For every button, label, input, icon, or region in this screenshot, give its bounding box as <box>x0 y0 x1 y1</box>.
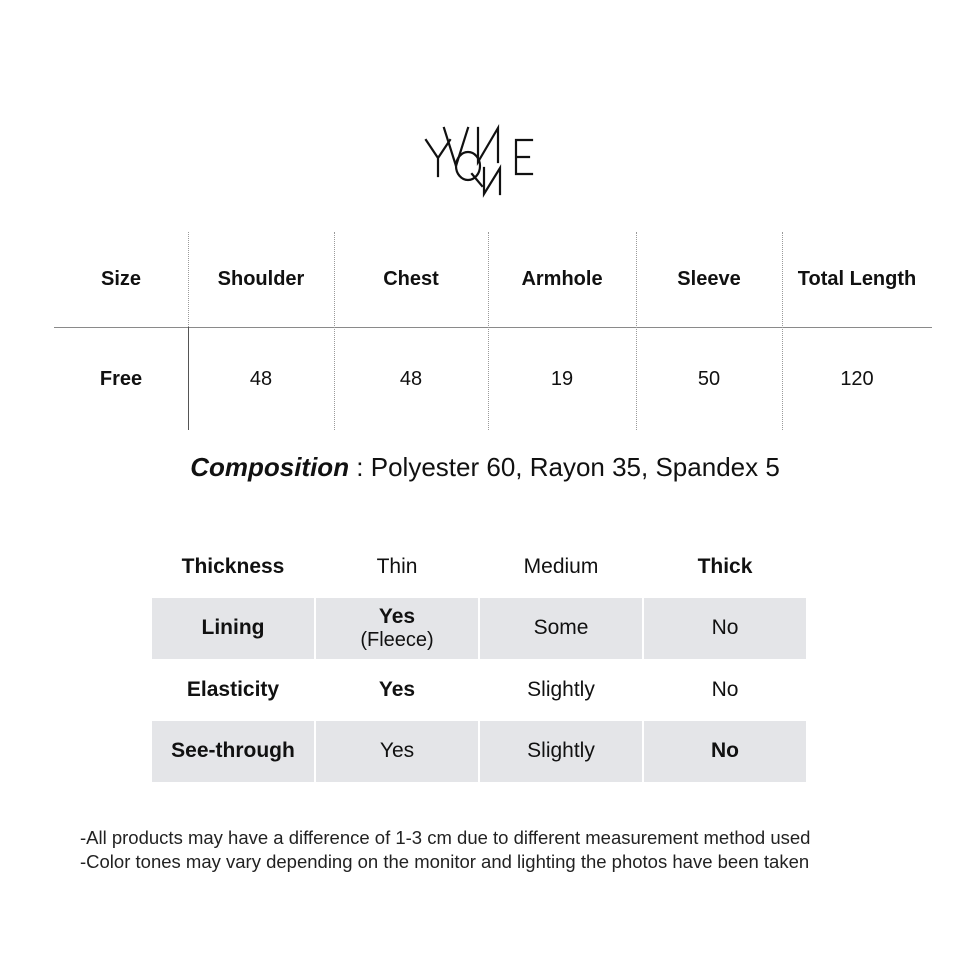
cell-chest: 48 <box>399 368 423 390</box>
composition-value: Polyester 60, Rayon 35, Spandex 5 <box>370 452 780 482</box>
fabric-option: Slightly <box>527 677 595 701</box>
size-table-divider <box>54 327 932 328</box>
fabric-option: No <box>711 677 739 701</box>
fabric-option-selected: No <box>644 721 806 783</box>
fabric-row-elasticity <box>152 659 806 721</box>
fabric-option-note: (Fleece) <box>360 628 434 651</box>
fabric-option-selected: Thick <box>697 554 753 578</box>
fabric-option: Slightly <box>480 721 642 783</box>
note-line: -Color tones may vary depending on the monitor and lighting the photos have been taken <box>80 851 810 872</box>
brand-logo-mark <box>420 118 540 198</box>
column-divider <box>782 232 783 430</box>
fabric-option: Yes <box>316 721 478 783</box>
cell-armhole: 19 <box>550 368 574 390</box>
fabric-option: No <box>644 598 806 660</box>
column-divider <box>636 232 637 430</box>
size-table <box>54 232 932 430</box>
disclaimer-notes <box>80 826 810 874</box>
fabric-properties-table <box>152 536 806 782</box>
fabric-option-text: Yes <box>378 604 416 628</box>
cell-size: Free <box>99 368 143 390</box>
header-sleeve: Sleeve <box>677 268 741 290</box>
fabric-option-selected <box>316 598 478 660</box>
fabric-row-see-through <box>152 721 806 783</box>
column-divider <box>488 232 489 430</box>
composition-separator: : <box>349 452 371 482</box>
column-divider <box>188 327 189 430</box>
composition-label: Composition <box>190 452 350 482</box>
fabric-option: Medium <box>523 554 599 578</box>
fabric-option: Some <box>480 598 642 660</box>
column-divider <box>188 232 189 327</box>
fabric-row-thickness <box>152 536 806 598</box>
header-total-length: Total Length <box>797 268 917 290</box>
brand-logo <box>420 118 540 198</box>
size-table-row <box>54 332 932 427</box>
fabric-label: See-through <box>152 721 314 783</box>
header-armhole: Armhole <box>521 268 603 290</box>
cell-shoulder: 48 <box>249 368 273 390</box>
fabric-label: Lining <box>152 598 314 660</box>
fabric-label: Elasticity <box>186 677 280 701</box>
header-shoulder: Shoulder <box>217 268 305 290</box>
header-size: Size <box>100 268 142 290</box>
cell-sleeve: 50 <box>697 368 721 390</box>
fabric-label: Thickness <box>181 554 285 578</box>
size-table-header-row <box>54 232 932 327</box>
cell-total-length: 120 <box>840 368 874 390</box>
header-chest: Chest <box>383 268 439 290</box>
composition-line <box>0 452 970 483</box>
fabric-option-selected: Yes <box>378 677 416 701</box>
column-divider <box>334 232 335 430</box>
note-line: -All products may have a difference of 1-3 cm due to different measurement method used <box>80 827 811 848</box>
fabric-option: Thin <box>376 554 418 578</box>
fabric-row-lining <box>152 598 806 660</box>
